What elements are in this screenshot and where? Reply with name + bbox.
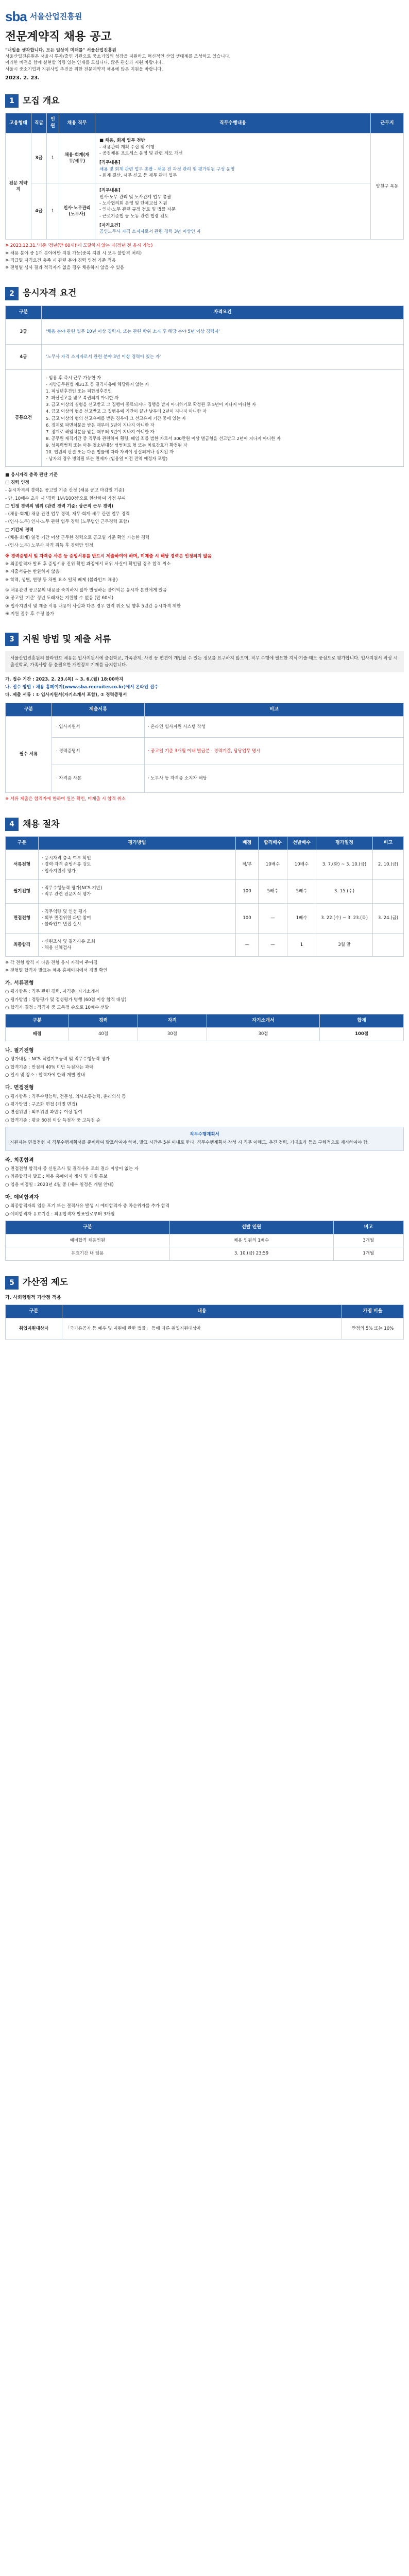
col-header: 직급 [31, 113, 47, 133]
intro-line-1: "내일을 생각합니다. 모든 일상이 미래를" 서울산업진흥원 [5, 47, 116, 53]
doc-group: 필수 서류 [6, 716, 52, 792]
bottom-note: ④ 지원 접수 후 수정 불가 [5, 611, 55, 617]
table-row [6, 1247, 404, 1260]
score: 100 [236, 880, 259, 904]
eval-line: ○ 합격기준 : 평균 60점 이상 득점자 중 고득점 순 [5, 1117, 101, 1123]
doc-note: · 온라인 입사지원 시스템 작성 [145, 716, 404, 737]
qual-text: '노무사 자격 소지자로서 관련 분야 3년 이상 경력이 있는 자' [42, 345, 404, 370]
bonus-cell: 「국가유공자 등 예우 및 지원에 관한 법률」 등에 따른 취업지원대상자 [62, 1318, 342, 1339]
stage: 면접전형 [6, 903, 39, 933]
eval-line: ○ 합격자 결정 : 적격자 중 고득점 순으로 10배수 선발 [5, 1005, 109, 1011]
reserve-table [5, 1221, 404, 1261]
note: 3. 24.(금) [373, 903, 404, 933]
col-header: 구분 [6, 1014, 69, 1028]
section-1-header [5, 94, 404, 108]
section-number: 4 [5, 818, 19, 831]
pass-multiple: 10배수 [259, 850, 287, 880]
intro-line-2: 서울산업진흥원은 서울시 투자/출연 기관으로 중소기업의 성장을 지원하고 혁신적인 산업 생태계를 조성하고 있습니다. [5, 54, 231, 59]
col-header: 인원 [47, 113, 59, 133]
section-2-header [5, 287, 404, 300]
table-row [6, 765, 404, 792]
col-header: 근무지 [371, 113, 404, 133]
table-row [6, 880, 404, 904]
dq-item: 10. 법원의 판결 또는 다른 법률에 따라 자격이 상실되거나 정지된 자 [46, 449, 174, 454]
criteria-line: - (인사·노무) 노무사 자격 취득 후 경력만 인정 [5, 543, 93, 549]
blind-hiring-notice: 서울산업진흥원의 블라인드 채용은 입사지원서에 출신학교, 가족관계, 사진 등 편견이 개입될 수 있는 정보를 요구하지 않으며, 직무 수행에 필요한 지식·기술·태도 중심으로 평가합니다. 입사지원서 작성 시 출신학교, 가족사항 등 불필요한 개인정보 기재를 금지합니다. [5, 651, 404, 672]
col-header: 비고 [145, 703, 404, 716]
bottom-note: ③ 입사지원서 및 제출 서류 내용이 사실과 다른 경우 합격 취소 및 향후 5년간 응시자격 제한 [5, 603, 181, 609]
dq-item: 4. 금고 이상의 형을 선고받고 그 집행유예 기간이 끝난 날부터 2년이 지나지 아니한 자 [46, 409, 207, 414]
dq-item: - 남자의 경우 병역필 또는 면제자 (임용일 이전 전역 예정자 포함) [46, 455, 168, 461]
criteria-line: □ 인정 경력의 범위 (관련 경력 기준: 상근직 근무 경력) [5, 503, 114, 509]
col-header: 비고 [333, 1221, 403, 1234]
score-cell: 배점 [6, 1028, 69, 1041]
schedule: 3. 15.(수) [316, 880, 373, 904]
schedule: 3월 말 [316, 933, 373, 957]
doc-note: · 노무사 등 자격증 소지자 해당 [145, 765, 404, 792]
headcount: 1 [47, 133, 59, 183]
table-row [6, 850, 404, 880]
duty-line: 공인노무사 자격 소지자로서 관련 경력 3년 이상인 자 [99, 229, 201, 235]
pass-multiple: 5배수 [259, 880, 287, 904]
duty-line: - 근로기준법 등 노동 관련 법령 검토 [99, 213, 169, 219]
qual-label: 3급 [6, 319, 42, 344]
criteria-line: - (채용·회계) 일정 기간 이상 근무한 경력으로 공고일 기준 확인 가능한 경력 [5, 535, 150, 541]
duty-line: [자격요건] [99, 223, 121, 228]
note: ※ 전형별 심사 결과 적격자가 없을 경우 채용하지 않을 수 있음 [5, 265, 125, 271]
interview [5, 1084, 404, 1124]
stage: 필기전형 [6, 880, 39, 904]
eval-line: ○ 최종합격자의 임용 포기 또는 결격사유 발생 시 예비합격자 중 차순위자를 추가 합격 [5, 1204, 170, 1209]
col-header: 자기소개서 [207, 1014, 319, 1028]
col-header: 비고 [373, 837, 404, 850]
section-3-header [5, 633, 404, 646]
documents-table [5, 703, 404, 793]
eval-line: ○ 예비합격자 유효기간 : 최종합격자 발표일로부터 3개월 [5, 1211, 115, 1217]
col-header: 합격배수 [259, 837, 287, 850]
schedule: 3. 7.(화) ~ 3. 10.(금) [316, 850, 373, 880]
selection-process-table [5, 836, 404, 957]
table-row [6, 903, 404, 933]
eval-line: ○ 합격기준 : 만점의 40% 미만 득점자는 과락 [5, 1064, 94, 1070]
warning-line: ※ 제출서류는 반환하지 않음 [5, 569, 60, 575]
method: · 직무수행능력 평가(NCS 기반) · 직무 관련 전문지식 평가 [39, 880, 236, 904]
duties [95, 133, 371, 183]
col-header: 자격요건 [42, 306, 404, 319]
duty-line: 인사·노무 관리 및 노사관계 업무 총괄 [99, 194, 172, 200]
box-title: 직무수행계획서 [190, 1131, 219, 1137]
col-header: 구분 [6, 703, 52, 716]
info-line: 다. 제출 서류 : ① 입사지원서(자기소개서 포함), ② 경력증명서 [5, 692, 127, 698]
warnings [5, 553, 404, 583]
criteria-line: □ 기간제 경력 [5, 527, 34, 533]
overview-notes [5, 243, 404, 271]
subsection-title: 다. 면접전형 [5, 1085, 34, 1091]
col-header: 배점 [236, 837, 259, 850]
col-header: 선발 인원 [169, 1221, 333, 1234]
duty-line: [직무내용] [99, 160, 121, 166]
subsection-title: 라. 최종합격 [5, 1157, 34, 1163]
section-number: 5 [5, 1276, 19, 1290]
note: ※ 서류 제출은 합격자에 한하여 원본 확인, 미제출 시 합격 취소 [5, 796, 126, 802]
eval-line: ○ 임용 예정일 : 2023년 4월 중 (세부 일정은 개별 안내) [5, 1182, 114, 1188]
table-header-row [6, 1221, 404, 1234]
score-cell: 30점 [207, 1028, 319, 1041]
section-title: 모집 개요 [23, 96, 60, 106]
select-multiple: 5배수 [287, 880, 316, 904]
score-cell: 30점 [138, 1028, 207, 1041]
bottom-notes [5, 587, 404, 617]
criteria-line: ■ 응시자격 충족 판단 기준 [5, 472, 58, 478]
eval-line: ○ 평가항목 : 직무수행능력, 전문성, 의사소통능력, 윤리의식 등 [5, 1094, 126, 1099]
doc-name: · 자격증 사본 [52, 765, 145, 792]
doc-name: · 입사지원서 [52, 716, 145, 737]
table-header-row [6, 703, 404, 716]
col-header: 직무수행내용 [95, 113, 371, 133]
col-header: 고용형태 [6, 113, 31, 133]
table-row [6, 1234, 404, 1247]
section-title: 채용 절차 [23, 819, 60, 829]
page-title: 전문계약직 채용 공고 [5, 30, 112, 43]
eval-line: ○ 평가내용 : NCS 직업기초능력 및 직무수행능력 평가 [5, 1057, 110, 1062]
table-row [6, 716, 404, 737]
table-row [6, 1318, 404, 1339]
score: 100 [236, 903, 259, 933]
work-location: 양천구 목동 [371, 133, 404, 240]
table-row [6, 319, 404, 344]
bottom-note: ① 채용관련 공고문의 내용을 숙지하지 않아 발생하는 불이익은 응시자 본인에게 있음 [5, 587, 167, 593]
disqualification-list [42, 370, 404, 466]
dq-item: 6. 징계로 파면처분을 받은 때부터 5년이 지나지 아니한 자 [46, 422, 155, 428]
note [373, 880, 404, 904]
method: · 직무역량 및 인성 평가 · 외부 면접위원 과반 참여 · 블라인드 면접 실시 [39, 903, 236, 933]
select-multiple: 1배수 [287, 903, 316, 933]
col-header: 제출서류 [52, 703, 145, 716]
job-plan-box [5, 1127, 404, 1151]
info-line: 가. 접수 기간 : 2023. 2. 23.(목) ~ 3. 6.(월) 18:00까지 [5, 676, 124, 682]
table-row [6, 183, 404, 240]
dq-item: - 임용 후 즉시 근무 가능한 자 [46, 375, 101, 381]
written-test [5, 1047, 404, 1078]
stage: 최종합격 [6, 933, 39, 957]
method: · 응시자격 충족 여부 확인 · 경력·자격 증빙서류 검토 · 입사지원서 평가 [39, 850, 236, 880]
pass-multiple: — [259, 903, 287, 933]
table-header-row [6, 1304, 404, 1318]
subsection-title: 마. 예비합격자 [5, 1194, 39, 1200]
bonus-cell: 취업지원대상자 [6, 1318, 62, 1339]
score: — [236, 933, 259, 957]
table-row [6, 345, 404, 370]
criteria-line: - (인사·노무) 인사·노무 관련 업무 경력 (노무법인 근무경력 포함) [5, 519, 129, 525]
note: 2. 10.(금) [373, 850, 404, 880]
duty-line: - 회계 결산, 세무 신고 등 재무 관리 업무 [99, 173, 177, 178]
table-row [6, 133, 404, 183]
job-field: 채용·회계(재무/세무) [59, 133, 95, 183]
qual-label: 4급 [6, 345, 42, 370]
section-title: 가산점 제도 [23, 1277, 69, 1288]
select-multiple: 10배수 [287, 850, 316, 880]
doc-note: · 공고일 기준 3개월 이내 발급분 · 경력기간, 담당업무 명시 [145, 738, 404, 765]
warning-line: ※ 최종합격자 발표 후 증빙서류 진위 확인 과정에서 허위 사실이 확인될 경우 합격 취소 [5, 562, 171, 567]
table-header-row [6, 1014, 404, 1028]
warning-line: ※ 경력증명서 및 자격증 사본 등 증빙서류를 반드시 제출하여야 하며, 미제출 시 해당 경력은 인정되지 않음 [5, 553, 212, 559]
intro-line-3: 이러한 비전을 함께 실현할 역량 있는 인재를 모십니다. 많은 관심과 지원 바랍니다. [5, 60, 163, 66]
posting-date: 2023. 2. 23. [5, 75, 40, 81]
job-field: 인사·노무관리(노무사) [59, 183, 95, 240]
criteria-line: - 응시자격의 경력은 공고일 기준 산정 (채용 공고 마감일 기준) [5, 488, 125, 494]
method: · 신원조사 및 결격사유 조회 · 채용 신체검사 [39, 933, 236, 957]
documents-footer [5, 796, 404, 802]
col-header: 채용 직무 [59, 113, 95, 133]
logo [5, 7, 404, 27]
col-header: 경력 [69, 1014, 138, 1028]
col-header: 합계 [320, 1014, 404, 1028]
reserve-cell: 예비합격 채용인원 [6, 1234, 170, 1247]
eval-line: ○ 일시 및 장소 : 합격자에 한해 개별 안내 [5, 1072, 86, 1078]
application-info [5, 676, 404, 699]
table-row [6, 370, 404, 466]
dq-item: 9. 성폭력범죄 또는 아동·청소년대상 성범죄로 형 또는 치료감호가 확정된 자 [46, 442, 188, 448]
schedule: 3. 22.(수) ~ 3. 23.(목) [316, 903, 373, 933]
score-cell: 100점 [320, 1028, 404, 1041]
bonus-lead: 가. 사회형평적 가산점 적용 [5, 1295, 61, 1300]
section-number: 1 [5, 94, 19, 108]
col-header: 평가일정 [316, 837, 373, 850]
employment-type: 전문 계약직 [6, 133, 31, 240]
table-header-row [6, 837, 404, 850]
qual-label: 공통요건 [6, 370, 42, 466]
eval-line: ○ 면접전형 합격자 중 신원조사 및 결격사유 조회 결과 이상이 없는 자 [5, 1166, 139, 1172]
note: ※ 채용 분야 중 1개 분야에만 지원 가능(중복 지원 시 모두 불합격 처리) [5, 250, 142, 256]
duty-line: - 채용관리 계획 수립 및 이행 [99, 144, 155, 150]
eval-line: ○ 평가방법 : 정량평가 및 정성평가 병행 (60점 이상 합격 대상) [5, 997, 127, 1003]
reserve-cell: 3개월 [333, 1234, 403, 1247]
reserve-cell: 1개월 [333, 1247, 403, 1260]
col-header: 자격 [138, 1014, 207, 1028]
section-4-header [5, 818, 404, 831]
grade: 3급 [31, 133, 47, 183]
eval-line: ○ 최종합격자 발표 : 채용 홈페이지 게시 및 개별 통보 [5, 1174, 108, 1180]
score-table [5, 1014, 404, 1041]
col-header: 구분 [6, 837, 39, 850]
pass-multiple: — [259, 933, 287, 957]
eval-line: ○ 평가방법 : 구조화 면접 (개별 면접) [5, 1101, 77, 1107]
dq-item: 5. 금고 이상의 형의 선고유예를 받은 경우에 그 선고유예 기간 중에 있는 자 [46, 415, 186, 421]
col-header: 가점 비율 [342, 1304, 404, 1318]
logo-name: 서울산업진흥원 [29, 11, 82, 21]
header [5, 0, 404, 82]
col-header: 선발배수 [287, 837, 316, 850]
eval-line: ○ 면접위원 : 외부위원 과반수 이상 참여 [5, 1110, 82, 1115]
note: ※ 2023.12.31.'기준 '정년(만 60세)'에 도달하지 않는 자(정년 전 응시 가능) [5, 243, 153, 249]
intro-line-4: 서울시 중소기업과 지원사업 추진을 위한 전문계약직 채용에 많은 지원을 바랍니다. [5, 66, 163, 72]
box-text: 지원자는 면접전형 시 직무수행계획서를 준비하여 발표하여야 하며, 발표 시간은 5분 이내로 한다. 직무수행계획서 작성 시 직무 이해도, 추진 전략, 기대효과 등을 구체적으로 제시하여야 함. [10, 1140, 369, 1146]
subsection-title: 나. 필기전형 [5, 1047, 34, 1054]
criteria-line: - (채용·회계) 채용 관련 업무 경력, 재무·회계·세무 관련 업무 경력 [5, 512, 130, 517]
process-notes [5, 960, 404, 974]
reserve-cell: 유효기간 내 임용 [6, 1247, 170, 1260]
duty-line: 채용 및 회계 관련 업무 총괄 - 채용 전 과정 관리 및 평가위원 구성 운영 [99, 166, 235, 172]
select-multiple: 1 [287, 933, 316, 957]
note: ※ 전형별 합격자 발표는 채용 홈페이지에서 개별 확인 [5, 968, 108, 973]
stage: 서류전형 [6, 850, 39, 880]
section-5-header [5, 1276, 404, 1290]
qual-text: '채용 분야 관련 업무 10년 이상 경력자, 또는 관련 학위 소지 후 해당 분야 5년 이상 경력자' [42, 319, 404, 344]
qualification-criteria [5, 472, 404, 549]
table-row [6, 1028, 404, 1041]
criteria-line: □ 경력 인정 [5, 480, 29, 485]
bonus-table [5, 1304, 404, 1340]
dq-item: 8. 공무원 재직기간 중 직무와 관련하여 횡령, 배임 죄를 범한 자로서 300만원 이상 벌금형을 선고받고 2년이 지나지 아니한 자 [46, 435, 281, 441]
duties [95, 183, 371, 240]
headcount: 1 [47, 183, 59, 240]
eval-line: ○ 평가항목 : 직무 관련 경력, 자격증, 자기소개서 [5, 989, 99, 995]
col-header: 내용 [62, 1304, 342, 1318]
col-header: 구분 [6, 1304, 62, 1318]
info-line[interactable]: 나. 접수 방법 : 채용 홈페이지(www.sba.recruiter.co.kr)에서 온라인 접수 [5, 685, 159, 690]
table-header-row [6, 306, 404, 319]
grade: 4급 [31, 183, 47, 240]
duty-line: - 인사·노무 관련 규정 검토 및 법률 자문 [99, 207, 176, 213]
dq-item: 3. 금고 이상의 실형을 선고받고 그 집행이 종료되거나 집행을 받지 아니하기로 확정된 후 5년이 지나지 아니한 자 [46, 402, 257, 408]
duty-line: - 노사협의회 운영 및 단체교섭 지원 [99, 200, 167, 206]
intro [5, 47, 404, 73]
reserve-cell: 3. 10.(금) 23:59 [169, 1247, 333, 1260]
reserve-cell: 채용 인원의 1배수 [169, 1234, 333, 1247]
dq-item: 1. 피성년후견인 또는 피한정후견인 [46, 388, 112, 394]
dq-item: 2. 파산선고를 받고 복권되지 아니한 자 [46, 395, 119, 401]
table-row [6, 738, 404, 765]
doc-name: · 경력증명서 [52, 738, 145, 765]
warning-line: ※ 학력, 성별, 연령 등 차별 요소 일체 배제 (블라인드 채용) [5, 577, 118, 583]
criteria-line: - 단, 10배수 초과 시 '경력 1년/100점'으로 환산하여 가점 부여 [5, 496, 126, 501]
section-title: 응시자격 요건 [23, 288, 77, 299]
duty-line: - 공정채용 프로세스 운영 및 관련 제도 개선 [99, 151, 183, 157]
score-cell: 40점 [69, 1028, 138, 1041]
note [373, 933, 404, 957]
score: 적/부 [236, 850, 259, 880]
subsection-title: 가. 서류전형 [5, 980, 34, 986]
section-number: 2 [5, 287, 19, 300]
dq-item: - 지방공무원법 제31조 등 결격사유에 해당하지 않는 자 [46, 382, 149, 387]
reserve-candidates [5, 1194, 404, 1217]
qualification-table [5, 306, 404, 467]
duty-line: ■ 채용, 회계 업무 전반 [99, 138, 145, 144]
col-header: 구분 [6, 1221, 170, 1234]
note: ※ 각 전형 합격 시 다음 전형 응시 자격이 주어짐 [5, 960, 98, 966]
recruitment-overview-table [5, 113, 404, 240]
dq-item: 7. 징계로 해임처분을 받은 때부터 3년이 지나지 아니한 자 [46, 429, 155, 434]
note: ※ 직급별 자격요건 충족 시 관련 분야 경력 인정 기준 적용 [5, 258, 116, 264]
table-header-row [6, 113, 404, 133]
col-header: 평가방법 [39, 837, 236, 850]
duty-line: [직무내용] [99, 188, 121, 194]
section-number: 3 [5, 633, 19, 646]
col-header: 구분 [6, 306, 42, 319]
final-pass [5, 1157, 404, 1188]
bonus-cell: 만점의 5% 또는 10% [342, 1318, 404, 1339]
table-row [6, 933, 404, 957]
bottom-note: ② 공고일 '기준' 정년 도래자는 지원할 수 없음 (만 60세) [5, 596, 114, 601]
logo-mark: sba [5, 9, 27, 24]
section-title: 지원 방법 및 제출 서류 [23, 634, 111, 645]
document-screening [5, 980, 404, 1011]
